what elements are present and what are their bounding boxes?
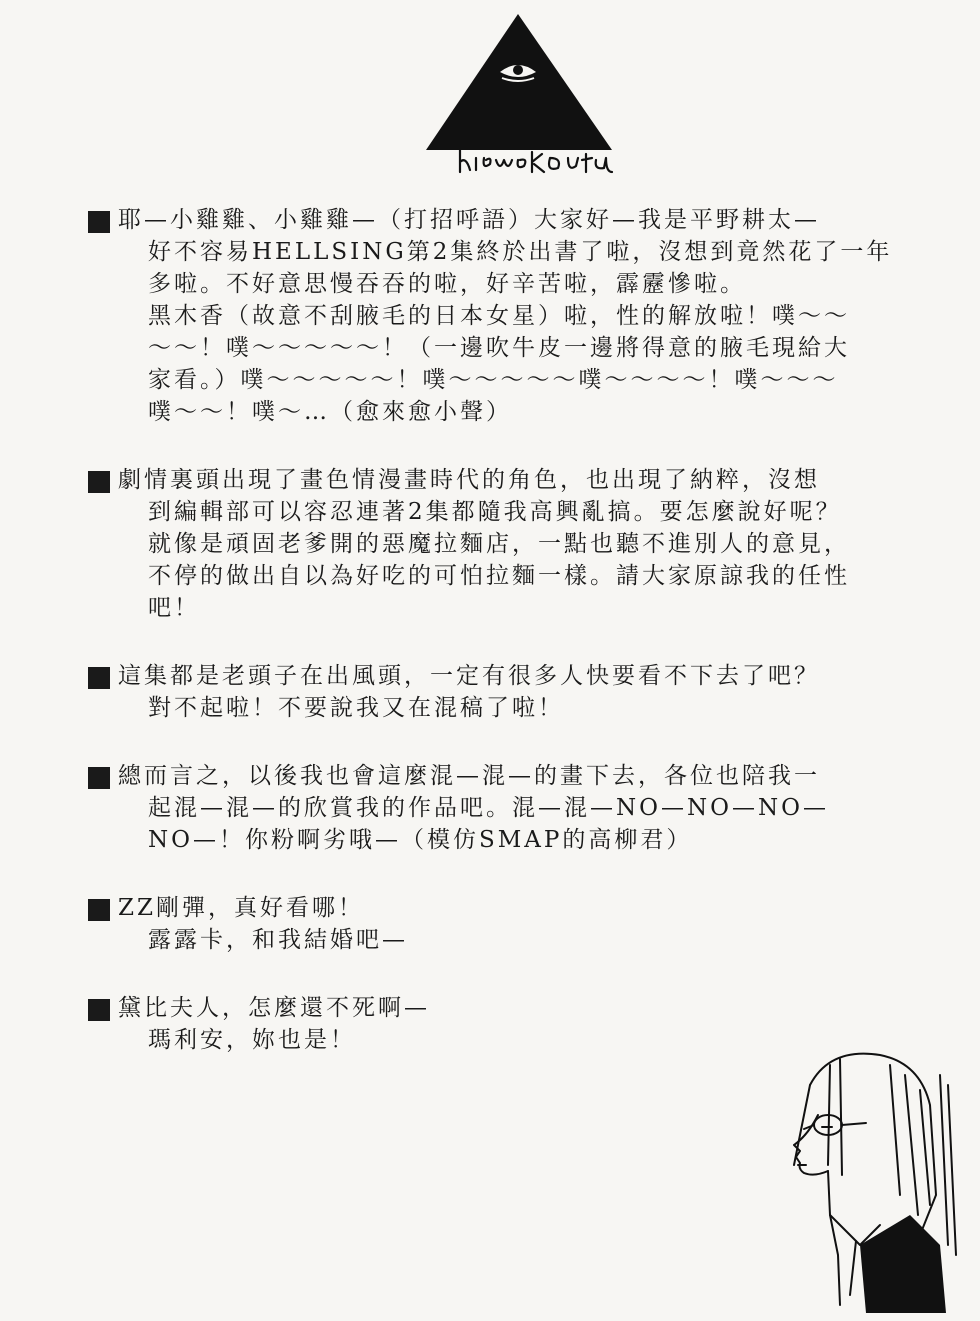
note-item <box>88 204 953 428</box>
square-bullet-icon <box>88 767 110 789</box>
note-text <box>118 892 953 956</box>
note-line: 多啦。不好意思慢吞吞的啦，好辛苦啦，霹靂慘啦。 <box>148 271 746 297</box>
note-item <box>88 760 953 856</box>
note-line: ZZ剛彈，真好看哪！ <box>118 895 364 921</box>
note-line: 起混—混—的欣賞我的作品吧。混—混—NO—NO—NO— <box>148 795 829 821</box>
note-line: 瑪利安，妳也是！ <box>148 1027 356 1053</box>
note-line: 就像是頑固老爹開的惡魔拉麵店，一點也聽不進別人的意見， <box>148 531 850 557</box>
square-bullet-icon <box>88 211 110 233</box>
note-line: 對不起啦！不要說我又在混稿了啦！ <box>148 695 564 721</box>
square-bullet-icon <box>88 999 110 1021</box>
square-bullet-icon <box>88 899 110 921</box>
square-bullet-icon <box>88 667 110 689</box>
note-text <box>118 204 953 428</box>
note-line: 到編輯部可以容忍連著2集都隨我高興亂搞。要怎麼說好呢？ <box>148 499 842 525</box>
note-line: 好不容易HELLSING第2集終於出書了啦，沒想到竟然花了一年 <box>148 239 893 265</box>
note-line: 這集都是老頭子在出風頭，一定有很多人快要看不下去了吧？ <box>118 663 820 689</box>
note-item <box>88 892 953 956</box>
note-item <box>88 464 953 624</box>
author-signature <box>456 146 626 176</box>
character-sketch-illustration <box>770 1045 960 1315</box>
note-line: NO—！你粉啊劣哦—（模仿SMAP的高柳君） <box>148 827 693 853</box>
note-line: 家看。）噗～～～～～！噗～～～～～噗～～～～！噗～～～ <box>148 367 839 393</box>
note-text <box>118 660 953 724</box>
note-line: 不停的做出自以為好吃的可怕拉麵一樣。請大家原諒我的任性 <box>148 563 850 589</box>
note-line: 黑木香（故意不刮腋毛的日本女星）啦，性的解放啦！噗～～ <box>148 303 850 329</box>
note-line: 耶—小雞雞、小雞雞—（打招呼語）大家好—我是平野耕太— <box>118 207 820 233</box>
note-item <box>88 660 953 724</box>
note-line: ～～！噗～～～～～！（一邊吹牛皮一邊將得意的腋毛現給大 <box>148 335 850 361</box>
note-line: 劇情裏頭出現了畫色情漫畫時代的角色，也出現了納粹，沒想 <box>118 467 820 493</box>
note-line: 吧！ <box>148 595 200 621</box>
author-notes <box>88 204 953 1092</box>
note-line: 露露卡，和我結婚吧— <box>148 927 408 953</box>
note-line: 噗～～！噗～…（愈來愈小聲） <box>148 399 512 425</box>
note-line: 黛比夫人，怎麼還不死啊— <box>118 995 430 1021</box>
square-bullet-icon <box>88 471 110 493</box>
note-text <box>118 464 953 624</box>
note-line: 總而言之，以後我也會這麼混—混—的畫下去，各位也陪我一 <box>118 763 820 789</box>
note-text <box>118 760 953 856</box>
